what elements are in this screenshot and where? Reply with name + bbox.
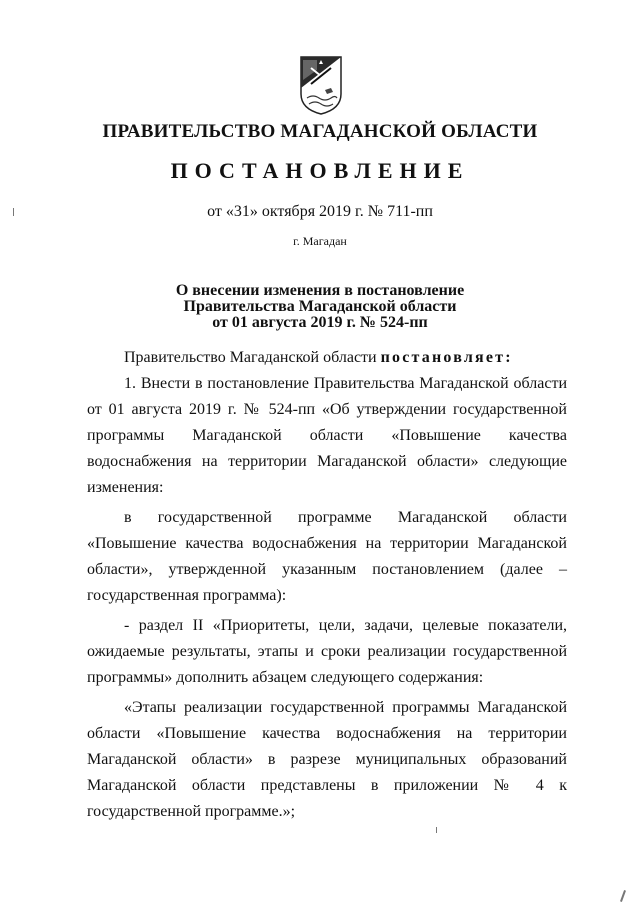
paragraph-2: в государственной программе Магаданской области «Повышение качества водоснабжения на территории Магаданской области», утвержденной указанным постановлением (далее – государственная программа): <box>87 509 567 604</box>
title-line: Правительства Магаданской области <box>183 298 457 315</box>
document-date-number: от «31» октября 2019 г. № 711-пп <box>207 203 433 220</box>
paragraph-4: «Этапы реализации государственной программы Магаданской области «Повышение качества водоснабжения на территории Магаданской области» в разрезе муниципальных образований Магаданской области представлены в приложении № 4 к государственной программе.»; <box>87 699 567 820</box>
paragraph-3: - раздел II «Приоритеты, цели, задачи, целевые показатели, ожидаемые результаты, этапы и сроки реализации государственной программы» дополнить абзацем следующего содержания: <box>87 617 567 686</box>
intro-paragraph <box>87 345 567 371</box>
document-city: г. Магадан <box>293 234 347 248</box>
scan-artifact <box>620 890 626 902</box>
scan-artifact <box>436 827 437 833</box>
title-line: О внесении изменения в постановление <box>175 282 465 299</box>
document-title <box>0 283 640 331</box>
intro-text: Правительство Магаданской области <box>124 349 381 366</box>
document-type: ПОСТАНОВЛЕНИЕ <box>170 158 470 183</box>
title-line: от 01 августа 2019 г. № 524-пп <box>212 314 428 331</box>
scan-artifact <box>13 208 14 216</box>
document-body <box>87 345 567 825</box>
coat-of-arms-icon <box>297 54 345 116</box>
organization-name: ПРАВИТЕЛЬСТВО МАГАДАНСКОЙ ОБЛАСТИ <box>102 121 538 142</box>
paragraph-1: 1. Внести в постановление Правительства Магаданской области от 01 августа 2019 г. № 524-пп «Об утверждении государственной программы Магаданской области «Повышение качества водоснабжения на территории Магаданской области» следующие изменения: <box>87 375 567 496</box>
decree-keyword: постановляет: <box>380 349 513 366</box>
